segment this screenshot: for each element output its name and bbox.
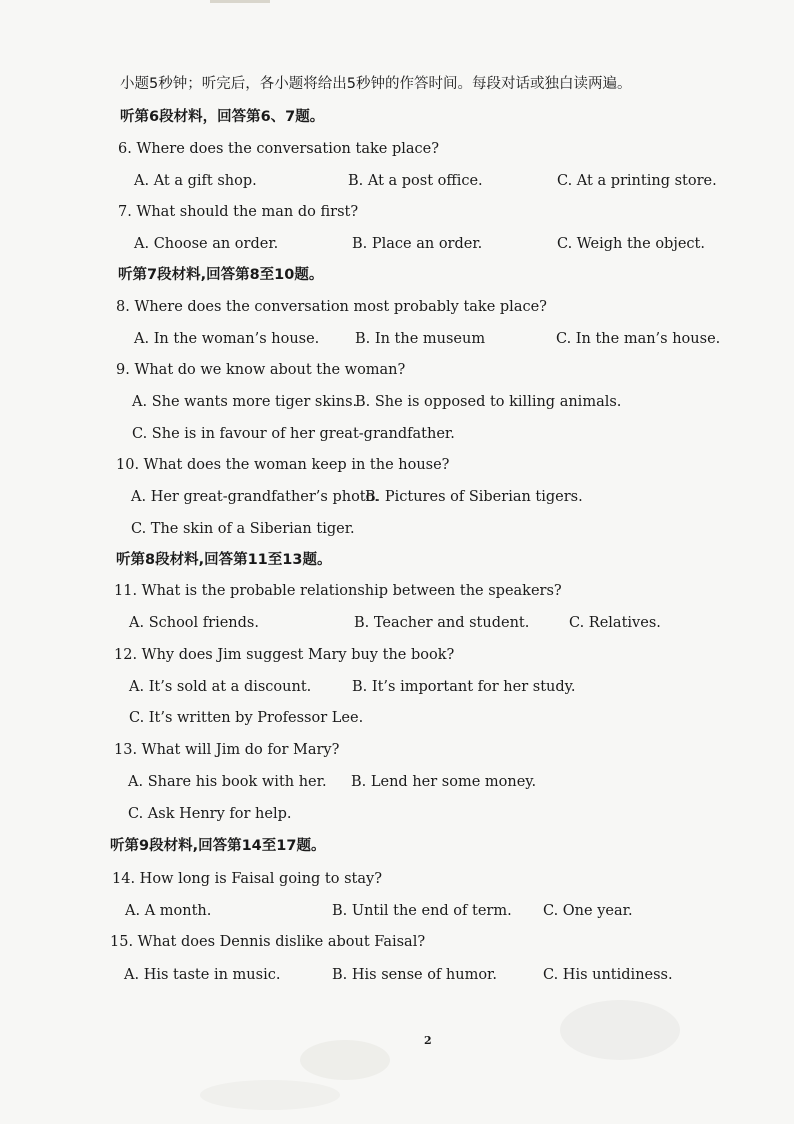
question-8: 8. Where does the conversation most probably take place? bbox=[116, 299, 547, 315]
question-7: 7. What should the man do first? bbox=[118, 204, 359, 220]
question-11: 11. What is the probable relationship between the speakers? bbox=[114, 583, 562, 599]
question-12: 12. Why does Jim suggest Mary buy the book? bbox=[114, 647, 455, 663]
q13-option-c: C. Ask Henry for help. bbox=[128, 806, 292, 822]
section-heading-6: 听第6段材料，回答第6、7题。 bbox=[120, 109, 325, 125]
q14-option-c: C. One year. bbox=[543, 903, 633, 919]
q14-option-a: A. A month. bbox=[125, 903, 212, 919]
q9-option-b: B. She is opposed to killing animals. bbox=[355, 394, 622, 410]
q12-option-c: C. It’s written by Professor Lee. bbox=[129, 710, 364, 726]
q11-option-b: B. Teacher and student. bbox=[354, 615, 530, 631]
intro-text: 小题5秒钟；听完后，各小题将给出5秒钟的作答时间。每段对话或独白读两遍。 bbox=[120, 76, 632, 92]
q15-option-c: C. His untidiness. bbox=[543, 967, 673, 983]
question-13: 13. What will Jim do for Mary? bbox=[114, 742, 340, 758]
q14-option-b: B. Until the end of term. bbox=[332, 903, 512, 919]
question-15: 15. What does Dennis dislike about Faisal? bbox=[110, 934, 426, 950]
q11-option-a: A. School friends. bbox=[129, 615, 259, 631]
q7-option-b: B. Place an order. bbox=[352, 236, 483, 252]
q12-option-b: B. It’s important for her study. bbox=[352, 679, 576, 695]
question-6: 6. Where does the conversation take place? bbox=[118, 141, 439, 157]
q15-option-b: B. His sense of humor. bbox=[332, 967, 498, 983]
page-number: 2 bbox=[424, 1034, 432, 1047]
section-heading-8: 听第8段材料,回答第11至13题。 bbox=[116, 552, 332, 568]
q15-option-a: A. His taste in music. bbox=[124, 967, 281, 983]
q9-option-a: A. She wants more tiger skins. bbox=[132, 394, 358, 410]
q12-option-a: A. It’s sold at a discount. bbox=[129, 679, 312, 695]
question-9: 9. What do we know about the woman? bbox=[116, 362, 406, 378]
question-10: 10. What does the woman keep in the house? bbox=[116, 457, 450, 473]
scan-mark bbox=[210, 0, 270, 3]
q8-option-a: A. In the woman’s house. bbox=[134, 331, 320, 347]
q10-option-a: A. Her great-grandfather’s photo. bbox=[131, 489, 379, 505]
scan-noise bbox=[200, 1080, 340, 1110]
q7-option-a: A. Choose an order. bbox=[134, 236, 279, 252]
scan-noise bbox=[560, 1000, 680, 1060]
q11-option-c: C. Relatives. bbox=[569, 615, 661, 631]
q9-option-c: C. She is in favour of her great-grandfather. bbox=[132, 426, 455, 442]
q6-option-c: C. At a printing store. bbox=[557, 173, 717, 189]
q8-option-b: B. In the museum bbox=[355, 331, 486, 347]
q6-option-b: B. At a post office. bbox=[348, 173, 483, 189]
section-heading-7: 听第7段材料,回答第8至10题。 bbox=[118, 267, 324, 283]
q6-option-a: A. At a gift shop. bbox=[134, 173, 257, 189]
scan-noise bbox=[300, 1040, 390, 1080]
q8-option-c: C. In the man’s house. bbox=[556, 331, 721, 347]
q10-option-b: B. Pictures of Siberian tigers. bbox=[365, 489, 583, 505]
question-14: 14. How long is Faisal going to stay? bbox=[112, 871, 382, 887]
q13-option-a: A. Share his book with her. bbox=[128, 774, 327, 790]
q7-option-c: C. Weigh the object. bbox=[557, 236, 705, 252]
q10-option-c: C. The skin of a Siberian tiger. bbox=[131, 521, 355, 537]
section-heading-9: 听第9段材料,回答第14至17题。 bbox=[110, 838, 326, 854]
q13-option-b: B. Lend her some money. bbox=[351, 774, 537, 790]
